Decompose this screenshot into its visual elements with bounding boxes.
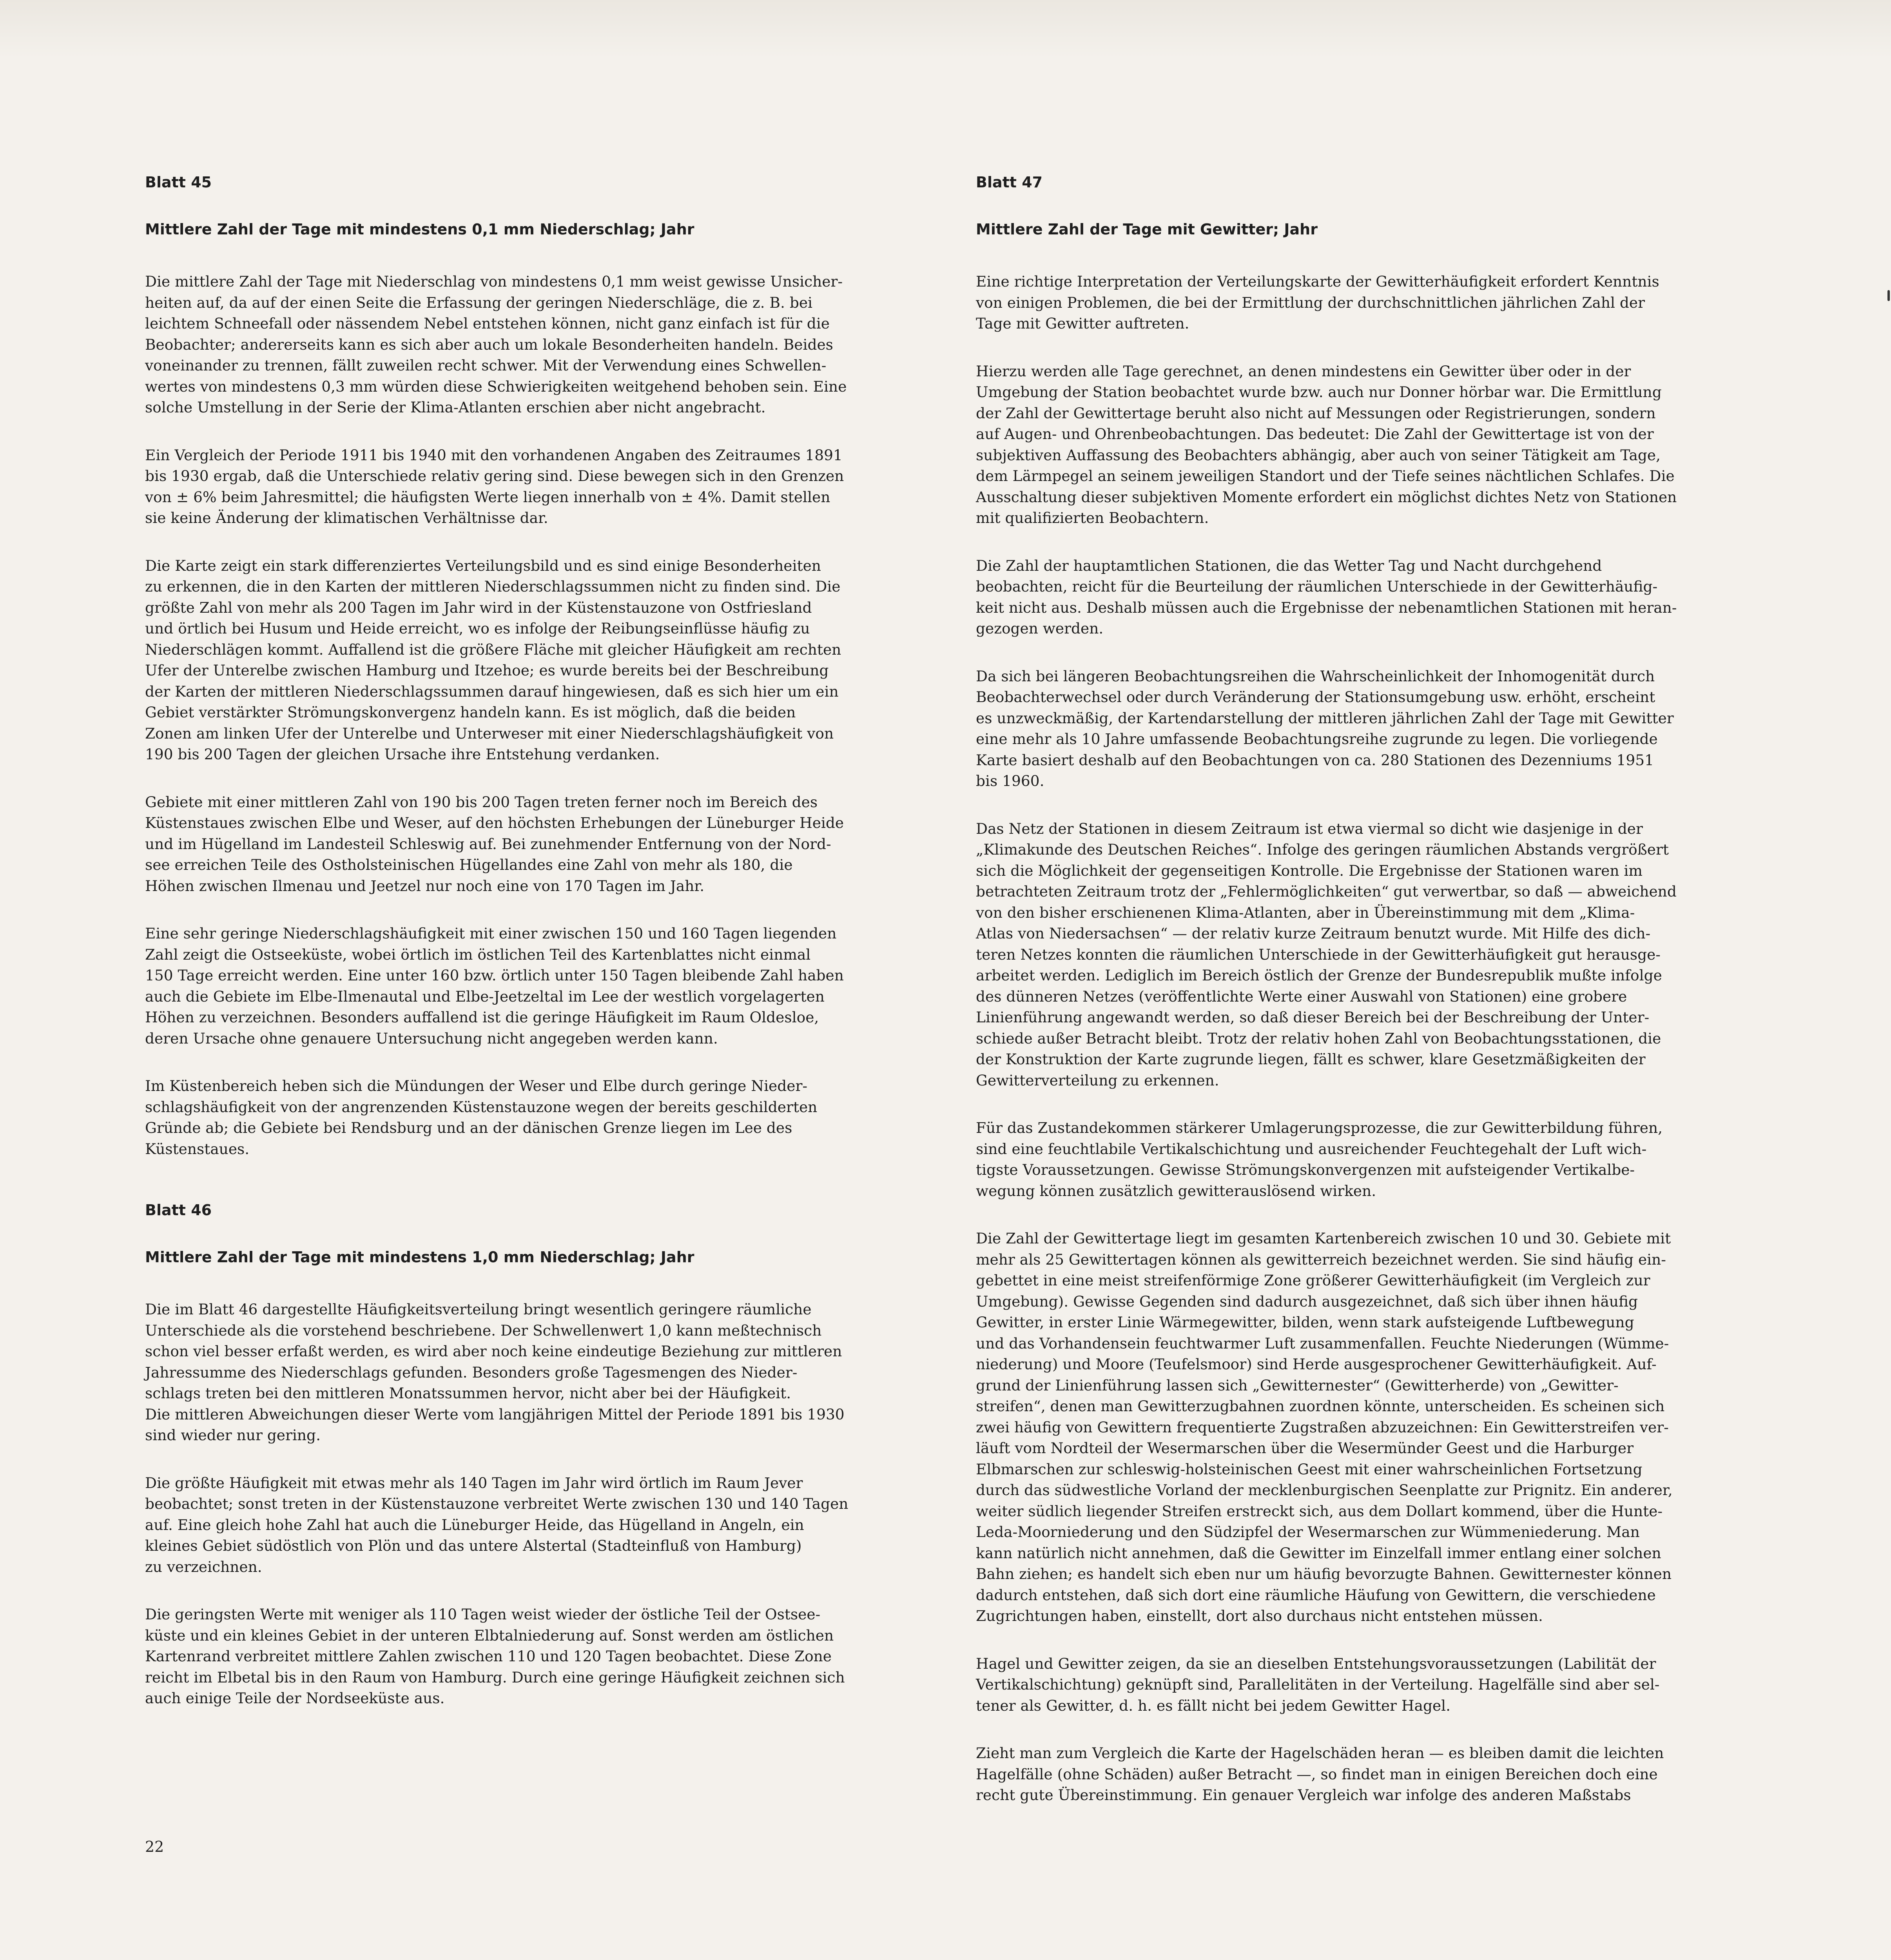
section-blatt-46: [145, 1200, 921, 1709]
section-title: Mittlere Zahl der Tage mit mindestens 0,1 mm Niederschlag; Jahr: [145, 221, 694, 238]
paragraph: Die geringsten Werte mit weniger als 110 Tagen weist wieder der östliche Teil der Ostsee- küste und ein kleines Gebiet in der unteren Elbtalniederung auf. Sonst werden am östlichen Kartenrand verbreitet mittlere Zahlen zwischen 110 und 120 Tagen beobachtet. Diese Zone reicht im Elbetal bis in den Raum von Hamburg. Durch eine geringe Häufigkeit zeichnen sich auch einige Teile der Nordseeküste aus.: [145, 1606, 845, 1707]
paragraph: Eine richtige Interpretation der Verteilungskarte der Gewitterhäufigkeit erfordert Kenntnis von einigen Problemen, die bei der Ermittlung der durchschnittlichen jährlichen Zahl der Tage mit Gewitter auftreten.: [976, 273, 1659, 332]
paragraph: Gebiete mit einer mittleren Zahl von 190 bis 200 Tagen treten ferner noch im Bereich des Küstenstaues zwischen Elbe und Weser, auf den höchsten Erhebungen der Lüneburger Heide und im Hügelland im Landesteil Schleswig auf. Bei zunehmender Entfernung von der Nord- see erreichen Teile des Ostholsteinischen Hügellandes eine Zahl von mehr als 180, die Höhen zwischen Ilmenau und Jeetzel nur noch eine von 170 Tagen im Jahr.: [145, 793, 844, 895]
paragraph: Die im Blatt 46 dargestellte Häufigkeitsverteilung bringt wesentlich geringere räumliche Unterschiede als die vorstehend beschriebene. Der Schwellenwert 1,0 kann meßtechnisch schon viel besser erfaßt werden, es wird aber noch keine eindeutige Beziehung zur mittleren Jahressumme des Niederschlags gefunden. Besonders große Tagesmengen des Nieder- schlags treten bei den mittleren Monatssummen hervor, nicht aber bei der Häufigkeit. Die mittleren Abweichungen dieser Werte vom langjährigen Mittel der Periode 1891 bis 1930 sind wieder nur gering.: [145, 1301, 845, 1444]
page-edge-mark: [1887, 290, 1890, 301]
paragraph: Die größte Häufigkeit mit etwas mehr als 140 Tagen im Jahr wird örtlich im Raum Jever beobachtet; sonst treten in der Küstenstauzone verbreitet Werte zwischen 130 und 140 Tagen auf. Eine gleich hohe Zahl hat auch die Lüneburger Heide, das Hügelland in Angeln, ein kleines Gebiet südöstlich von Plön und das untere Alstertal (Stadteinfluß von Hamburg) zu verzeichnen.: [145, 1474, 849, 1575]
page-number: 22: [145, 1838, 164, 1855]
paragraph: Im Küstenbereich heben sich die Mündungen der Weser und Elbe durch geringe Nieder- schlagshäufigkeit von der angrenzenden Küstenstauzone wegen der bereits geschilderten Gründe ab; die Gebiete bei Rendsburg und an der dänischen Grenze liegen im Lee des Küstenstaues.: [145, 1077, 818, 1158]
section-blatt-45: [145, 172, 921, 1160]
section-body: [976, 271, 1752, 1806]
paragraph: Ein Vergleich der Periode 1911 bis 1940 mit den vorhandenen Angaben des Zeitraumes 1891 bis 1930 ergab, daß die Unterschiede relativ gering sind. Diese bewegen sich in den Grenzen von ± 6% beim Jahresmittel; die häufigsten Werte liegen innerhalb von ± 4%. Damit stellen sie keine Änderung der klimatischen Verhältnisse dar.: [145, 446, 844, 526]
paragraph: Hagel und Gewitter zeigen, da sie an dieselben Entstehungsvoraussetzungen (Labilität der Vertikalschichtung) geknüpft sind, Parallelitäten in der Verteilung. Hagelfälle sind aber sel- tener als Gewitter, d. h. es fällt nicht bei jedem Gewitter Hagel.: [976, 1655, 1660, 1714]
section-body: [145, 271, 921, 1160]
section-title: Mittlere Zahl der Tage mit mindestens 1,0 mm Niederschlag; Jahr: [145, 1249, 694, 1266]
paragraph: Die Zahl der hauptamtlichen Stationen, die das Wetter Tag und Nacht durchgehend beobachten, reicht für die Beurteilung der räumlichen Unterschiede in der Gewitterhäufig- keit nicht aus. Deshalb müssen auch die Ergebnisse der nebenamtlichen Stationen mit heran- gezogen werden.: [976, 557, 1677, 637]
section-blatt-47: [976, 172, 1752, 1806]
paragraph: Da sich bei längeren Beobachtungsreihen die Wahrscheinlichkeit der Inhomogenität durch Beobachterwechsel oder durch Veränderung der Stationsumgebung usw. erhöht, erscheint es unzweckmäßig, der Kartendarstellung der mittleren jährlichen Zahl der Tage mit Gewitter eine mehr als 10 Jahre umfassende Beobachtungsreihe zugrunde zu legen. Die vorliegende Karte basiert deshalb auf den Beobachtungen von ca. 280 Stationen des Dezenniums 1951 bis 1960.: [976, 667, 1674, 789]
paragraph: Die Zahl der Gewittertage liegt im gesamten Kartenbereich zwischen 10 und 30. Gebiete mit mehr als 25 Gewittertagen können als gewitterreich bezeichnet werden. Sie sind häufig ein- gebettet in eine meist streifenförmige Zone größerer Gewitterhäufigkeit (im Vergleich zur Umgebung). Gewisse Gegenden sind dadurch ausgezeichnet, daß sich über ihnen häufig Gewitter, in erster Linie Wärmegewitter, bilden, wenn stark aufsteigende Luftbewegung und das Vorhandensein feuchtwarmer Luft zusammenfallen. Feuchte Niederungen (Wümme- niederung) und Moore (Teufelsmoor) sind Herde ausgesprochener Gewitterhäufigkeit. Auf- grund der Linienführung lassen sich „Gewitternester“ (Gewitterherde) von „Gewitter- streifen“, denen man Gewitterzugbahnen zuordnen könnte, unterscheiden. Es scheinen sich zwei häufig von Gewittern frequentierte Zugstraßen abzuzeichnen: Ein Gewitterstreifen ver- läuft vom Nordteil der Wesermarschen über die Wesermünder Geest und die Harburger Elbmarschen zur schleswig-holsteinischen Geest mit einer wahrscheinlichen Fortsetzung durch das südwestliche Vorland der mecklenburgischen Seenplatte zur Prignitz. Ein anderer, weiter südlich liegender Streifen erstreckt sich, aus dem Dollart kommend, über die Hunte- Leda-Moorniederung und den Südzipfel der Wesermarschen zur Wümmeniederung. Man kann natürlich nicht annehmen, daß die Gewitter im Einzelfall immer entlang einer solchen Bahn ziehen; es handelt sich eben nur um häufig bevorzugte Bahnen. Gewitternester können dadurch entstehen, daß sich dort eine räumliche Häufung von Gewittern, die verschiedene Zugrichtungen haben, einstellt, dort also durchaus nicht entstehen müssen.: [976, 1230, 1673, 1624]
right-column: [976, 172, 1752, 1833]
paragraph: Die Karte zeigt ein stark differenziertes Verteilungsbild und es sind einige Besonderheiten zu erkennen, die in den Karten der mittleren Niederschlagssummen nicht zu finden sind. Die größte Zahl von mehr als 200 Tagen im Jahr wird in der Küstenstauzone von Ostfriesland und örtlich bei Husum und Heide erreicht, wo es infolge der Reibungseinflüsse häufig zu Niederschlägen kommt. Auffallend ist die größere Fläche mit gleicher Häufigkeit am rechten Ufer der Unterelbe zwischen Hamburg und Itzehoe; es wurde bereits bei der Beschreibung der Karten der mittleren Niederschlagssummen darauf hingewiesen, daß es sich hier um ein Gebiet verstärkter Strömungskonvergenz handeln kann. Es ist möglich, daß die beiden Zonen am linken Ufer der Unterelbe und Unterweser mit einer Niederschlagshäufigkeit von 190 bis 200 Tagen der gleichen Ursache ihre Entstehung verdanken.: [145, 557, 841, 763]
section-label: Blatt 45: [145, 174, 212, 191]
paragraph: Hierzu werden alle Tage gerechnet, an denen mindestens ein Gewitter über oder in der Umgebung der Station beobachtet wurde bzw. auch nur Donner hörbar war. Die Ermittlung der Zahl der Gewittertage beruht also nicht auf Messungen oder Registrierungen, sondern auf Augen- und Ohrenbeobachtungen. Das bedeutet: Die Zahl der Gewittertage ist von der subjektiven Auffassung des Beobachters abhängig, aber auch von seiner Tätigkeit am Tage, dem Lärmpegel an seinem jeweiligen Standort und der Tiefe seines nächtlichen Schlafes. Die Ausschaltung dieser subjektiven Momente erfordert ein möglichst dichtes Netz von Stationen mit qualifizierten Beobachtern.: [976, 362, 1677, 526]
paragraph: Eine sehr geringe Niederschlagshäufigkeit mit einer zwischen 150 und 160 Tagen liegenden Zahl zeigt die Ostseeküste, wobei örtlich im östlichen Teil des Kartenblattes nicht einmal 150 Tage erreicht werden. Eine unter 160 bzw. örtlich unter 150 Tagen bleibende Zahl haben auch die Gebiete im Elbe-Ilmenautal und Elbe-Jeetzeltal im Lee der westlich vorgelagerten Höhen zu verzeichnen. Besonders auffallend ist die geringe Häufigkeit im Raum Oldesloe, deren Ursache ohne genauere Untersuchung nicht angegeben werden kann.: [145, 925, 844, 1047]
section-title: Mittlere Zahl der Tage mit Gewitter; Jahr: [976, 221, 1318, 238]
paragraph: Die mittlere Zahl der Tage mit Niederschlag von mindestens 0,1 mm weist gewisse Unsicher- heiten auf, da auf der einen Seite die Erfassung der geringen Niederschläge, die z. B. bei leichtem Schneefall oder nässendem Nebel entstehen können, nicht ganz einfach ist für die Beobachter; andererseits kann es sich aber auch um lokale Besonderheiten handeln. Beides voneinander zu trennen, fällt zuweilen recht schwer. Mit der Verwendung eines Schwellen- wertes von mindestens 0,3 mm würden diese Schwierigkeiten weitgehend behoben sein. Eine solche Umstellung in der Serie der Klima-Atlanten erschien aber nicht angebracht.: [145, 273, 847, 416]
section-body: [145, 1299, 921, 1709]
section-label: Blatt 47: [976, 174, 1043, 191]
left-column: [145, 172, 921, 1736]
paragraph: Das Netz der Stationen in diesem Zeitraum ist etwa viermal so dicht wie dasjenige in der „Klimakunde des Deutschen Reiches“. Infolge des geringen räumlichen Abstands vergrößert sich die Möglichkeit der gegenseitigen Kontrolle. Die Ergebnisse der Stationen waren im betrachteten Zeitraum trotz der „Fehlermöglichkeiten“ gut verwertbar, so daß — abweichend von den bisher erschienenen Klima-Atlanten, aber in Übereinstimmung mit dem „Klima- Atlas von Niedersachsen“ — der relativ kurze Zeitraum benutzt wurde. Mit Hilfe des dich- teren Netzes konnten die räumlichen Unterschiede in der Gewitterhäufigkeit gut herausge- arbeitet werden. Lediglich im Bereich östlich der Grenze der Bundesrepublik mußte infolge des dünneren Netzes (veröffentlichte Werte einer Auswahl von Stationen) eine grobere Linienführung angewandt werden, so daß dieser Bereich bei der Beschreibung der Unter- schiede außer Betracht bleibt. Trotz der relativ hohen Zahl von Beobachtungsstationen, die der Konstruktion der Karte zugrunde liegen, fällt es schwer, klare Gesetzmäßigkeiten der Gewitterverteilung zu erkennen.: [976, 820, 1677, 1089]
paragraph: Für das Zustandekommen stärkerer Umlagerungsprozesse, die zur Gewitterbildung führen, sind eine feuchtlabile Vertikalschichtung und ausreichender Feuchtegehalt der Luft wich- tigste Voraussetzungen. Gewisse Strömungskonvergenzen mit aufsteigender Vertikalbe- wegung können zusätzlich gewitterauslösend wirken.: [976, 1119, 1663, 1200]
section-label: Blatt 46: [145, 1201, 212, 1219]
paragraph: Zieht man zum Vergleich die Karte der Hagelschäden heran — es bleiben damit die leichten Hagelfälle (ohne Schäden) außer Betracht —, so findet man in einigen Bereichen doch eine recht gute Übereinstimmung. Ein genauer Vergleich war infolge des anderen Maßstabs: [976, 1744, 1664, 1804]
page-top-shading: [0, 0, 1891, 59]
